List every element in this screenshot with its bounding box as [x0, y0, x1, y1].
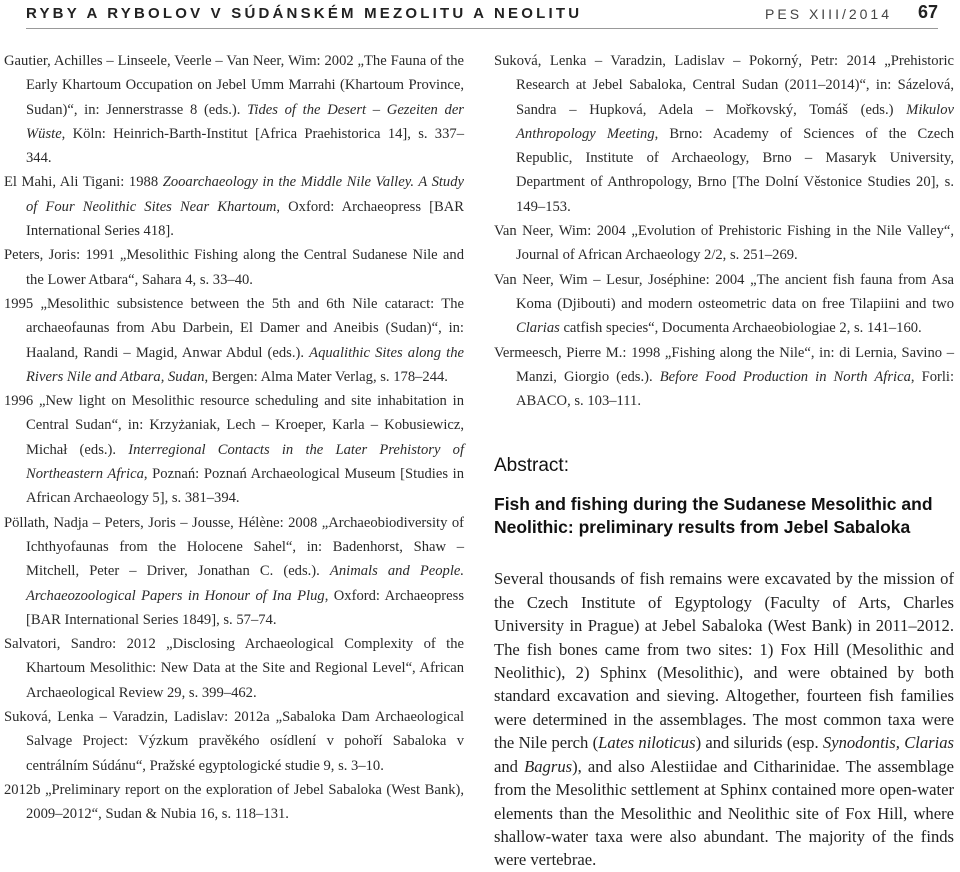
reference-entry: Vermeesch, Pierre M.: 1998 „Fishing along the Nile“, in: di Lernia, Savino – Manzi, Giorgio (eds.). Before Food Production in North Africa, Forli: ABACO, s. 103–111. — [494, 344, 955, 410]
reference-entry: Pöllath, Nadja – Peters, Joris – Jousse, Hélène: 2008 „Archaeobiodiversity of Ichthyofaunas from the Holocene Sahel“, in: Badenhorst, Shaw – Mitchell, Peter – Driver, Jonathan C. (eds.). Animals and People. Archaeozoological Papers in Honour of Ina Plug, Oxford: Archaeopress [BAR International Series 1849], s. 57–74. — [4, 514, 465, 628]
running-header — [26, 0, 938, 29]
reference-entry: El Mahi, Ali Tigani: 1988 Zooarchaeology in the Middle Nile Valley. A Study of Four Neolithic Sites Near Khartoum, Oxford: Archaeopress [BAR International Series 418]. — [4, 174, 464, 240]
reference-entry: Salvatori, Sandro: 2012 „Disclosing Archaeological Complexity of the Khartoum Mesolithic: New Data at the Site and Regional Level“, African Archaeological Review 29, s. 399–462. — [4, 636, 464, 701]
reference-entry: Van Neer, Wim: 2004 „Evolution of Prehistoric Fishing in the Nile Valley“, Journal of African Archaeology 2/2, s. 251–269. — [494, 223, 954, 264]
right-column — [494, 49, 954, 872]
abstract-label: Abstract: — [494, 455, 569, 477]
abstract-body: Several thousands of fish remains were excavated by the mission of the Czech Institute of Egyptology (Faculty of Arts, Charles University in Prague) at Jebel Sabaloka (West Bank) in 2011–2012. The fish bones came from two sites: 1) Fox Hill (Mesolithic and Neolithic), 2) Sphinx (Mesolithic), and were obtained by both standard excavation and sieving. Altogether, fourteen fish families were determined in the assemblages. The most common taxa were the Nile perch (Lates niloticus) and silurids (esp. Synodontis, Clarias and Bagrus), and also Alestiidae and Citharinidae. The assemblage from the Mesolithic settlement at Sphinx contained more open-water elements than the Mesolithic and Neolithic site of Fox Hill, where shallow-water taxa were also abundant. The majority of the finds were vertebrae. — [494, 569, 955, 870]
reference-entry: 2012b „Preliminary report on the exploration of Jebel Sabaloka (West Bank), 2009–2012“, Sudan & Nubia 16, s. 118–131. — [4, 781, 464, 823]
journal-issue: PES XIII/2014 — [765, 6, 892, 22]
reference-entry: Suková, Lenka – Varadzin, Ladislav: 2012a „Sabaloka Dam Archaeological Salvage Project: Výzkum pravěkého osídlení v pohoří Sabaloka v centrálním Súdánu“, Pražské egyptologické studie 9, s. 3–10. — [4, 709, 464, 774]
reference-entry: 1996 „New light on Mesolithic resource scheduling and site inhabitation in Central Sudan“, in: Krzyżaniak, Lech – Kroeper, Karla – Kobusiewicz, Michał (eds.). Interregional Contacts in the Later Prehistory of Northeastern Africa, Poznań: Poznań Archaeological Museum [Studies in African Archaeology 5], s. 381–394. — [4, 393, 464, 507]
left-column-references — [4, 49, 464, 827]
reference-entry: Gautier, Achilles – Linseele, Veerle – Van Neer, Wim: 2002 „The Fauna of the Early Khartoum Occupation on Jebel Umm Marrahi (Khartoum Province, Sudan)“, in: Jennerstrasse 8 (eds.). Tides of the Desert – Gezeiten der Wüste, Köln: Heinrich-Barth-Institut [Africa Praehistorica 14], s. 337–344. — [4, 53, 464, 167]
reference-entry: Suková, Lenka – Varadzin, Ladislav – Pokorný, Petr: 2014 „Prehistoric Research at Jebel Sabaloka, Central Sudan (2011–2014)“, in: Sázelová, Sandra – Hupková, Adela – Mořkovský, Tomáš (eds.) Mikulov Anthropology Meeting, Brno: Academy of Sciences of the Czech Republic, Institute of Archaeology, Brno – Masaryk University, Department of Anthropology, Brno [The Dolní Věstonice Studies 20], s. 149–153. — [494, 53, 955, 215]
abstract-heading: Fish and fishing during the Sudanese Mesolithic and Neolithic: preliminary results from Jebel Sabaloka — [494, 494, 933, 538]
reference-entry: 1995 „Mesolithic subsistence between the 5th and 6th Nile cataract: The archaeofaunas from Abu Darbein, El Damer and Aneibis (Sudan)“, in: Haaland, Randi – Magid, Anwar Abdul (eds.). Aqualithic Sites along the Rivers Nile and Atbara, Sudan, Bergen: Alma Mater Verlag, s. 178–244. — [4, 295, 464, 385]
reference-entry: Peters, Joris: 1991 „Mesolithic Fishing along the Central Sudanese Nile and the Lower Atbara“, Sahara 4, s. 33–40. — [4, 247, 464, 288]
reference-entry: Van Neer, Wim – Lesur, Joséphine: 2004 „The ancient fish fauna from Asa Koma (Djibouti) and modern osteometric data on free Tilapiini and two Clarias catfish species“, Documenta Archaeobiologiae 2, s. 141–160. — [494, 271, 954, 337]
running-title: RYBY A RYBOLOV V SÚDÁNSKÉM MEZOLITU A NEOLITU — [26, 5, 583, 22]
page-number: 67 — [917, 2, 938, 22]
